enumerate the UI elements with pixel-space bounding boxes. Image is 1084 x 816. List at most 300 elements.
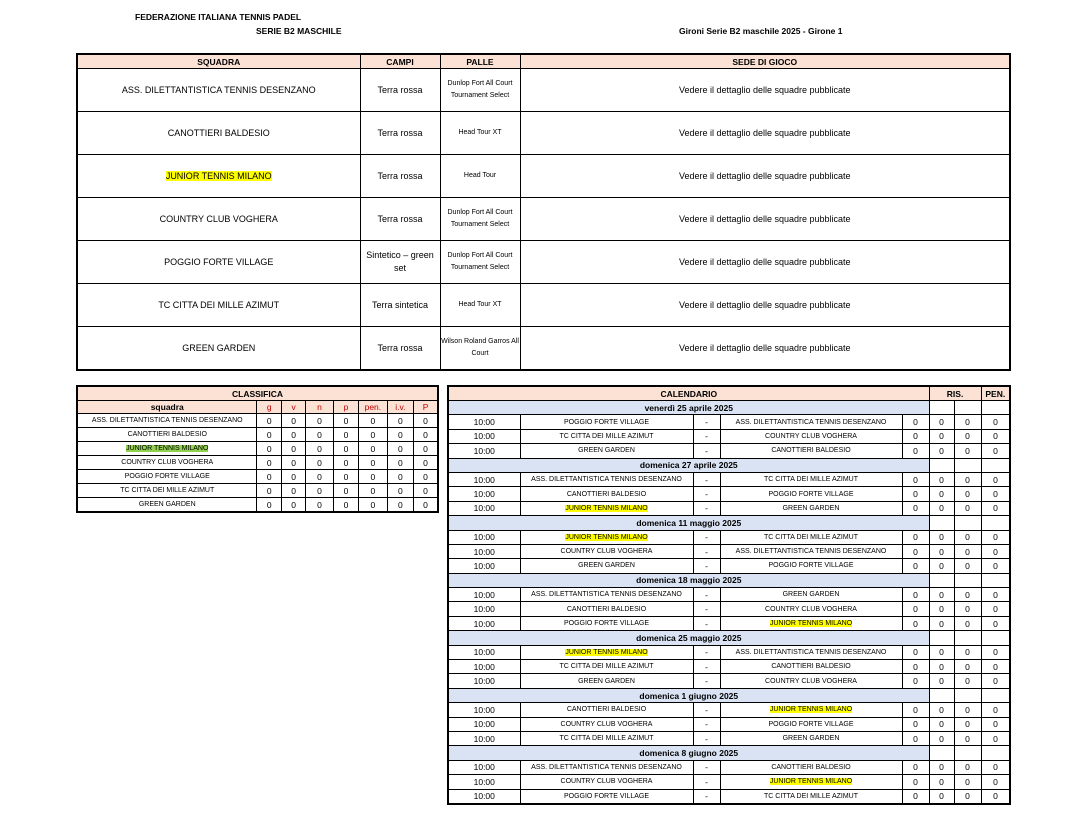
match-home-cell: POGGIO FORTE VILLAGE: [520, 616, 693, 630]
ris-score: 0: [929, 731, 954, 745]
match-away-cell: [720, 616, 902, 630]
round-date: domenica 25 maggio 2025: [448, 631, 929, 645]
pen-score: 0: [981, 717, 1010, 731]
pen-score: 0: [954, 444, 981, 458]
empty-cell: [929, 573, 954, 587]
ris-score: 0: [902, 789, 929, 804]
palle-cell: Head Tour XT: [440, 112, 520, 155]
empty-cell: [954, 573, 981, 587]
standings-col-stat: v: [281, 401, 305, 414]
match-time: 10:00: [448, 775, 520, 789]
pen-score: 0: [981, 616, 1010, 630]
match-away-cell: CANOTTIERI BALDESIO: [720, 760, 902, 774]
standings-row: [77, 470, 438, 484]
ris-score: 0: [929, 775, 954, 789]
team-row: [77, 327, 1010, 371]
standings-value: 0: [387, 414, 413, 428]
match-time: 10:00: [448, 660, 520, 674]
home-team: JUNIOR TENNIS MILANO: [565, 504, 648, 512]
standings-row: [77, 456, 438, 470]
match-away-cell: ASS. DILETTANTISTICA TENNIS DESENZANO: [720, 415, 902, 429]
match-row: [448, 789, 1010, 804]
standings-value: 0: [281, 428, 305, 442]
pen-score: 0: [954, 472, 981, 486]
match-home-cell: GREEN GARDEN: [520, 444, 693, 458]
match-row: [448, 487, 1010, 501]
ris-score: 0: [902, 717, 929, 731]
ris-score: 0: [902, 559, 929, 573]
match-home-cell: TC CITTA DEI MILLE AZIMUT: [520, 660, 693, 674]
match-away-cell: TC CITTA DEI MILLE AZIMUT: [720, 472, 902, 486]
ris-score: 0: [929, 472, 954, 486]
sede-cell: Vedere il dettaglio delle squadre pubblicate: [520, 155, 1010, 198]
pen-score: 0: [981, 472, 1010, 486]
home-team: JUNIOR TENNIS MILANO: [565, 648, 648, 656]
match-away-cell: POGGIO FORTE VILLAGE: [720, 717, 902, 731]
match-separator: -: [693, 415, 720, 429]
standings-value: 0: [257, 456, 281, 470]
standings-team: JUNIOR TENNIS MILANO: [126, 445, 209, 452]
standings-value: 0: [281, 498, 305, 513]
standings-value: 0: [333, 484, 358, 498]
standings-value: 0: [414, 456, 438, 470]
match-home-cell: COUNTRY CLUB VOGHERA: [520, 775, 693, 789]
standings-value: 0: [359, 456, 387, 470]
match-time: 10:00: [448, 429, 520, 443]
team-row: [77, 112, 1010, 155]
ris-score: 0: [929, 501, 954, 515]
standings-value: 0: [359, 428, 387, 442]
pen-score: 0: [981, 674, 1010, 688]
empty-cell: [929, 631, 954, 645]
standings-value: 0: [333, 456, 358, 470]
ris-score: 0: [929, 760, 954, 774]
pen-score: 0: [954, 717, 981, 731]
match-separator: -: [693, 760, 720, 774]
round-date: venerdì 25 aprile 2025: [448, 401, 929, 415]
pen-score: 0: [954, 645, 981, 659]
match-home-cell: TC CITTA DEI MILLE AZIMUT: [520, 731, 693, 745]
standings-value: 0: [414, 484, 438, 498]
match-separator: -: [693, 530, 720, 544]
empty-cell: [981, 573, 1010, 587]
empty-cell: [981, 458, 1010, 472]
pen-score: 0: [954, 487, 981, 501]
round-date-row: [448, 573, 1010, 587]
empty-cell: [981, 401, 1010, 415]
round-date: domenica 1 giugno 2025: [448, 688, 929, 702]
match-home-cell: ASS. DILETTANTISTICA TENNIS DESENZANO: [520, 760, 693, 774]
match-separator: -: [693, 616, 720, 630]
standings-value: 0: [387, 470, 413, 484]
match-row: [448, 760, 1010, 774]
ris-score: 0: [902, 731, 929, 745]
round-date: domenica 27 aprile 2025: [448, 458, 929, 472]
team-name-cell: COUNTRY CLUB VOGHERA: [77, 198, 360, 241]
standings-value: 0: [333, 428, 358, 442]
match-time: 10:00: [448, 501, 520, 515]
standings-col-stat: pen.: [359, 401, 387, 414]
standings-value: 0: [306, 484, 333, 498]
match-away-cell: CANOTTIERI BALDESIO: [720, 660, 902, 674]
pen-score: 0: [954, 530, 981, 544]
ris-score: 0: [902, 760, 929, 774]
standings-value: 0: [306, 456, 333, 470]
standings-value: 0: [257, 442, 281, 456]
ris-score: 0: [929, 703, 954, 717]
standings-row: [77, 442, 438, 456]
pen-score: 0: [981, 415, 1010, 429]
standings-value: 0: [359, 442, 387, 456]
standings-value: 0: [387, 498, 413, 513]
match-away-cell: COUNTRY CLUB VOGHERA: [720, 674, 902, 688]
match-time: 10:00: [448, 544, 520, 558]
match-time: 10:00: [448, 530, 520, 544]
match-away-cell: TC CITTA DEI MILLE AZIMUT: [720, 530, 902, 544]
match-time: 10:00: [448, 789, 520, 804]
match-home-cell: POGGIO FORTE VILLAGE: [520, 415, 693, 429]
standings-value: 0: [387, 442, 413, 456]
match-separator: -: [693, 429, 720, 443]
match-separator: -: [693, 660, 720, 674]
standings-value: 0: [281, 470, 305, 484]
empty-cell: [929, 401, 954, 415]
team-row: [77, 155, 1010, 198]
standings-row: [77, 498, 438, 513]
pen-header: PEN.: [981, 386, 1010, 401]
ris-score: 0: [902, 674, 929, 688]
empty-cell: [954, 516, 981, 530]
palle-cell: Dunlop Fort All Court Tournament Select: [440, 198, 520, 241]
match-separator: -: [693, 588, 720, 602]
sede-cell: Vedere il dettaglio delle squadre pubblicate: [520, 327, 1010, 371]
empty-cell: [954, 746, 981, 760]
standings-value: 0: [257, 498, 281, 513]
ris-header: RIS.: [929, 386, 981, 401]
ris-score: 0: [929, 660, 954, 674]
ris-score: 0: [929, 544, 954, 558]
match-separator: -: [693, 789, 720, 804]
away-team: JUNIOR TENNIS MILANO: [769, 706, 853, 714]
pen-score: 0: [954, 544, 981, 558]
standings-table: [76, 385, 439, 513]
match-time: 10:00: [448, 674, 520, 688]
match-row: [448, 674, 1010, 688]
pen-score: 0: [981, 731, 1010, 745]
team-name-cell: ASS. DILETTANTISTICA TENNIS DESENZANO: [77, 69, 360, 112]
match-home-cell: COUNTRY CLUB VOGHERA: [520, 717, 693, 731]
pen-score: 0: [981, 703, 1010, 717]
pen-score: 0: [981, 429, 1010, 443]
ris-score: 0: [902, 544, 929, 558]
pen-score: 0: [954, 588, 981, 602]
team-row: [77, 241, 1010, 284]
round-date-row: [448, 746, 1010, 760]
match-row: [448, 444, 1010, 458]
team-name-cell: TC CITTA DEI MILLE AZIMUT: [77, 284, 360, 327]
campi-cell: Sintetico – green set: [360, 241, 440, 284]
campi-cell: Terra rossa: [360, 198, 440, 241]
round-date-row: [448, 458, 1010, 472]
empty-cell: [981, 631, 1010, 645]
sede-cell: Vedere il dettaglio delle squadre pubblicate: [520, 69, 1010, 112]
standings-value: 0: [333, 442, 358, 456]
match-row: [448, 731, 1010, 745]
standings-value: 0: [257, 428, 281, 442]
match-away-cell: GREEN GARDEN: [720, 588, 902, 602]
standings-col-stat: i.v.: [387, 401, 413, 414]
standings-value: 0: [281, 456, 305, 470]
standings-col-stat: P: [414, 401, 438, 414]
pen-score: 0: [981, 559, 1010, 573]
match-time: 10:00: [448, 588, 520, 602]
ris-score: 0: [929, 559, 954, 573]
empty-cell: [954, 688, 981, 702]
teams-table: [76, 53, 1011, 371]
ris-score: 0: [929, 789, 954, 804]
pen-score: 0: [981, 487, 1010, 501]
pen-score: 0: [954, 760, 981, 774]
match-away-cell: CANOTTIERI BALDESIO: [720, 444, 902, 458]
standings-value: 0: [333, 498, 358, 513]
standings-value: 0: [414, 428, 438, 442]
match-row: [448, 588, 1010, 602]
empty-cell: [981, 688, 1010, 702]
standings-value: 0: [387, 428, 413, 442]
ris-score: 0: [902, 660, 929, 674]
standings-col-stat: p: [333, 401, 358, 414]
empty-cell: [929, 516, 954, 530]
standings-value: 0: [387, 484, 413, 498]
match-row: [448, 544, 1010, 558]
standings-col-squadra: squadra: [77, 401, 257, 414]
ris-score: 0: [929, 415, 954, 429]
standings-value: 0: [414, 498, 438, 513]
team-name-cell: POGGIO FORTE VILLAGE: [77, 241, 360, 284]
pen-score: 0: [954, 775, 981, 789]
match-separator: -: [693, 731, 720, 745]
pen-score: 0: [981, 775, 1010, 789]
match-home-cell: CANOTTIERI BALDESIO: [520, 703, 693, 717]
match-separator: -: [693, 501, 720, 515]
empty-cell: [929, 746, 954, 760]
match-row: [448, 775, 1010, 789]
standings-value: 0: [414, 470, 438, 484]
pen-score: 0: [954, 616, 981, 630]
standings-value: 0: [359, 414, 387, 428]
away-team: JUNIOR TENNIS MILANO: [769, 620, 853, 628]
standings-value: 0: [414, 442, 438, 456]
empty-cell: [954, 631, 981, 645]
ris-score: 0: [902, 444, 929, 458]
sede-cell: Vedere il dettaglio delle squadre pubblicate: [520, 198, 1010, 241]
match-home-cell: [520, 501, 693, 515]
match-separator: -: [693, 472, 720, 486]
standings-value: 0: [257, 470, 281, 484]
empty-cell: [929, 458, 954, 472]
ris-score: 0: [902, 616, 929, 630]
pen-score: 0: [981, 789, 1010, 804]
match-separator: -: [693, 444, 720, 458]
standings-row: [77, 484, 438, 498]
standings-value: 0: [257, 414, 281, 428]
match-row: [448, 501, 1010, 515]
pen-score: 0: [954, 789, 981, 804]
standings-value: 0: [306, 442, 333, 456]
palle-cell: Wilson Roland Garros All Court: [440, 327, 520, 371]
ris-score: 0: [929, 717, 954, 731]
ris-score: 0: [929, 645, 954, 659]
match-home-cell: [520, 645, 693, 659]
match-time: 10:00: [448, 645, 520, 659]
sede-cell: Vedere il dettaglio delle squadre pubblicate: [520, 112, 1010, 155]
match-home-cell: CANOTTIERI BALDESIO: [520, 487, 693, 501]
match-row: [448, 429, 1010, 443]
away-team: JUNIOR TENNIS MILANO: [769, 778, 853, 786]
ris-score: 0: [902, 429, 929, 443]
round-date-row: [448, 516, 1010, 530]
round-date-row: [448, 688, 1010, 702]
empty-cell: [954, 401, 981, 415]
pen-score: 0: [981, 501, 1010, 515]
ris-score: 0: [902, 530, 929, 544]
ris-score: 0: [929, 444, 954, 458]
match-home-cell: COUNTRY CLUB VOGHERA: [520, 544, 693, 558]
standings-col-stat: n: [306, 401, 333, 414]
pen-score: 0: [954, 501, 981, 515]
match-row: [448, 645, 1010, 659]
pen-score: 0: [981, 645, 1010, 659]
ris-score: 0: [902, 602, 929, 616]
round-date: domenica 18 maggio 2025: [448, 573, 929, 587]
ris-score: 0: [929, 602, 954, 616]
ris-score: 0: [902, 645, 929, 659]
calendar-title: CALENDARIO: [448, 386, 929, 401]
federation-title: FEDERAZIONE ITALIANA TENNIS PADEL: [135, 12, 302, 22]
match-separator: -: [693, 559, 720, 573]
pen-score: 0: [981, 444, 1010, 458]
standings-team-cell: TC CITTA DEI MILLE AZIMUT: [77, 484, 257, 498]
standings-value: 0: [306, 498, 333, 513]
header-palle: PALLE: [440, 54, 520, 69]
ris-score: 0: [902, 703, 929, 717]
campi-cell: Terra rossa: [360, 327, 440, 371]
palle-cell: Head Tour XT: [440, 284, 520, 327]
empty-cell: [981, 516, 1010, 530]
sede-cell: Vedere il dettaglio delle squadre pubblicate: [520, 284, 1010, 327]
match-home-cell: POGGIO FORTE VILLAGE: [520, 789, 693, 804]
match-away-cell: COUNTRY CLUB VOGHERA: [720, 429, 902, 443]
palle-cell: Dunlop Fort All Court Tournament Select: [440, 69, 520, 112]
pen-score: 0: [954, 703, 981, 717]
match-time: 10:00: [448, 717, 520, 731]
team-name-cell: [77, 155, 360, 198]
match-separator: -: [693, 775, 720, 789]
match-separator: -: [693, 645, 720, 659]
match-away-cell: POGGIO FORTE VILLAGE: [720, 559, 902, 573]
team-row: [77, 284, 1010, 327]
ris-score: 0: [902, 487, 929, 501]
empty-cell: [981, 746, 1010, 760]
pen-score: 0: [954, 602, 981, 616]
match-time: 10:00: [448, 487, 520, 501]
home-team: JUNIOR TENNIS MILANO: [565, 533, 648, 541]
pen-score: 0: [954, 429, 981, 443]
match-away-cell: [720, 775, 902, 789]
header-squadra: SQUADRA: [77, 54, 360, 69]
palle-cell: Dunlop Fort All Court Tournament Select: [440, 241, 520, 284]
round-date-row: [448, 631, 1010, 645]
series-title: SERIE B2 MASCHILE: [256, 26, 342, 36]
match-away-cell: GREEN GARDEN: [720, 501, 902, 515]
ris-score: 0: [929, 588, 954, 602]
match-home-cell: ASS. DILETTANTISTICA TENNIS DESENZANO: [520, 472, 693, 486]
match-separator: -: [693, 487, 720, 501]
match-home-cell: ASS. DILETTANTISTICA TENNIS DESENZANO: [520, 588, 693, 602]
palle-cell: Head Tour: [440, 155, 520, 198]
campi-cell: Terra rossa: [360, 69, 440, 112]
pen-score: 0: [954, 559, 981, 573]
empty-cell: [954, 458, 981, 472]
match-time: 10:00: [448, 616, 520, 630]
standings-value: 0: [414, 414, 438, 428]
standings-row: [77, 414, 438, 428]
ris-score: 0: [902, 588, 929, 602]
match-time: 10:00: [448, 760, 520, 774]
pen-score: 0: [954, 415, 981, 429]
standings-value: 0: [281, 414, 305, 428]
header-sede: SEDE DI GIOCO: [520, 54, 1010, 69]
team-row: [77, 198, 1010, 241]
ris-score: 0: [902, 415, 929, 429]
match-separator: -: [693, 674, 720, 688]
group-title: Gironi Serie B2 maschile 2025 - Girone 1: [679, 26, 843, 36]
match-home-cell: CANOTTIERI BALDESIO: [520, 602, 693, 616]
pen-score: 0: [981, 588, 1010, 602]
ris-score: 0: [929, 530, 954, 544]
sede-cell: Vedere il dettaglio delle squadre pubblicate: [520, 241, 1010, 284]
campi-cell: Terra rossa: [360, 112, 440, 155]
standings-value: 0: [333, 470, 358, 484]
standings-value: 0: [359, 484, 387, 498]
pen-score: 0: [981, 602, 1010, 616]
standings-team-cell: COUNTRY CLUB VOGHERA: [77, 456, 257, 470]
match-row: [448, 415, 1010, 429]
match-row: [448, 703, 1010, 717]
header-campi: CAMPI: [360, 54, 440, 69]
standings-value: 0: [281, 484, 305, 498]
standings-value: 0: [306, 428, 333, 442]
match-away-cell: POGGIO FORTE VILLAGE: [720, 487, 902, 501]
match-away-cell: ASS. DILETTANTISTICA TENNIS DESENZANO: [720, 544, 902, 558]
match-away-cell: COUNTRY CLUB VOGHERA: [720, 602, 902, 616]
ris-score: 0: [929, 429, 954, 443]
standings-value: 0: [359, 470, 387, 484]
pen-score: 0: [954, 731, 981, 745]
match-separator: -: [693, 544, 720, 558]
match-separator: -: [693, 602, 720, 616]
match-time: 10:00: [448, 731, 520, 745]
campi-cell: Terra sintetica: [360, 284, 440, 327]
match-home-cell: [520, 530, 693, 544]
team-name-cell: GREEN GARDEN: [77, 327, 360, 371]
standings-value: 0: [306, 470, 333, 484]
standings-team-cell: [77, 442, 257, 456]
match-row: [448, 602, 1010, 616]
pen-score: 0: [981, 760, 1010, 774]
empty-cell: [929, 688, 954, 702]
standings-value: 0: [257, 484, 281, 498]
